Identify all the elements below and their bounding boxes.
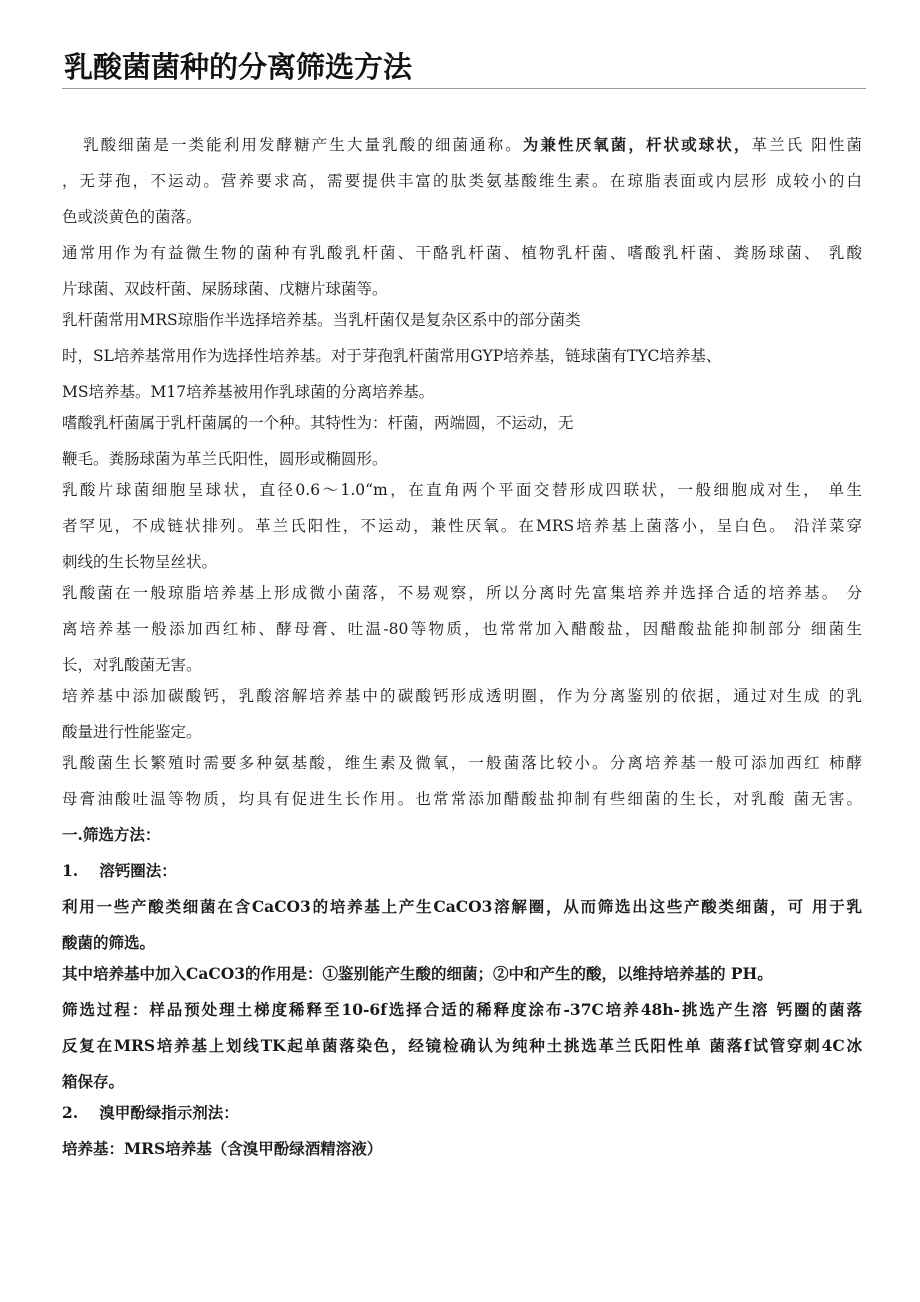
paragraph-line: 母膏油酸吐温等物质，均具有促进生长作用。也常常添加醋酸盐抑制有些细菌的生长，对乳酸 菌无害。 [62,790,862,808]
paragraph-line: 时，SL培养基常用作为选择性培养基。对于芽孢乳杆菌常用GYP培养基，链球菌有TYC培养基、 [62,347,722,365]
paragraph-line: 反复在MRS培养基上划线TK起单菌落染色，经镜检确认为纯种土挑选革兰氏阳性单 菌落f试管穿刺4C冰 [62,1036,862,1055]
item-title: 溴甲酚绿指示剂法： [99,1103,239,1122]
paragraph-line: 刺线的生长物呈丝状。 [62,553,218,571]
bold-text-run: 为兼性厌氧菌，杆状或球状， [522,135,752,154]
subsection-heading [62,853,862,889]
paragraph-line: MS培养基。M17培养基被用作乳球菌的分离培养基。 [62,383,435,401]
paragraph-line: 培养基中添加碳酸钙，乳酸溶解培养基中的碳酸钙形成透明圈，作为分离鉴别的依据，通过对生成 的乳 [62,687,862,705]
paragraph-line: 嗜酸乳杆菌属于乳杆菌属的一个种。其特性为：杆菌，两端圆，不运动，无 [62,414,574,432]
document-body [62,127,862,1167]
paragraph-line: 离培养基一般添加西红柿、酵母膏、吐温-80等物质，也常常加入醋酸盐，因醋酸盐能抑制部分 细菌生 [62,620,862,638]
paragraph-line: 箱保存。 [62,1072,125,1091]
item-number: 1. [62,861,79,880]
paragraph-line: 乳杆菌常用MRS琼脂作半选择培养基。当乳杆菌仅是复杂区系中的部分菌类 [62,311,581,329]
paragraph-line: 筛选过程：样品预处理土梯度稀释至10-6f选择合适的稀释度涂布-37C培养48h-挑选产生溶 钙圈的菌落 [62,1000,862,1019]
paragraph-line: 乳酸菌生长繁殖时需要多种氨基酸，维生素及微氧，一般菌落比较小。分离培养基一般可添加西红 柿酵 [62,754,862,772]
section-heading: 一.筛选方法： [62,825,161,844]
subsection-heading [62,1095,862,1131]
paragraph-line: ，无芽孢，不运动。营养要求高，需要提供丰富的肽类氨基酸维生素。在琼脂表面或内层形 成较小的白 [62,172,862,190]
paragraph-line: 通常用作为有益微生物的菌种有乳酸乳杆菌、干酪乳杆菌、植物乳杆菌、嗜酸乳杆菌、粪肠球菌、 乳酸 [62,244,862,262]
paragraph-line: 鞭毛。粪肠球菌为革兰氏阳性，圆形或椭圆形。 [62,450,388,468]
paragraph-line: 片球菌、双歧杆菌、屎肠球菌、戊糖片球菌等。 [62,280,388,298]
paragraph-line: 者罕见，不成链状排列。革兰氏阳性，不运动，兼性厌氧。在MRS培养基上菌落小，呈白色。 沿洋菜穿 [62,517,862,535]
item-number: 2. [62,1103,79,1122]
title-divider [62,88,866,89]
paragraph-line: 乳酸片球菌细胞呈球状，直径0.6～1.0“m，在直角两个平面交替形成四联状，一般细胞成对生， 单生 [62,481,862,499]
paragraph-line: 长，对乳酸菌无害。 [62,656,202,674]
page-title: 乳酸菌菌种的分离筛选方法 [64,50,413,84]
paragraph-line: 色或淡黄色的菌落。 [62,208,202,226]
paragraph-line: 酸量进行性能鉴定。 [62,723,202,741]
paragraph-line [62,127,862,163]
paragraph-line: 乳酸菌在一般琼脂培养基上形成微小菌落，不易观察，所以分离时先富集培养并选择合适的培养基。 分 [62,584,862,602]
item-title: 溶钙圈法： [99,861,177,880]
paragraph-line: 培养基：MRS培养基（含溴甲酚绿酒精溶液） [62,1139,383,1158]
text-run: 革兰氏 阳性菌 [751,136,862,154]
text-run: 乳酸细菌是一类能利用发酵糖产生大量乳酸的细菌通称。 [83,136,523,154]
paragraph-line: 其中培养基中加入CaCO3的作用是：①鉴别能产生酸的细菌；②中和产生的酸，以维持培养基的 PH。 [62,964,773,983]
paragraph-line: 利用一些产酸类细菌在含CaCO3的培养基上产生CaCO3溶解圈，从而筛选出这些产酸类细菌，可 用于乳 [62,897,862,916]
paragraph-line: 酸菌的筛选。 [62,933,156,952]
